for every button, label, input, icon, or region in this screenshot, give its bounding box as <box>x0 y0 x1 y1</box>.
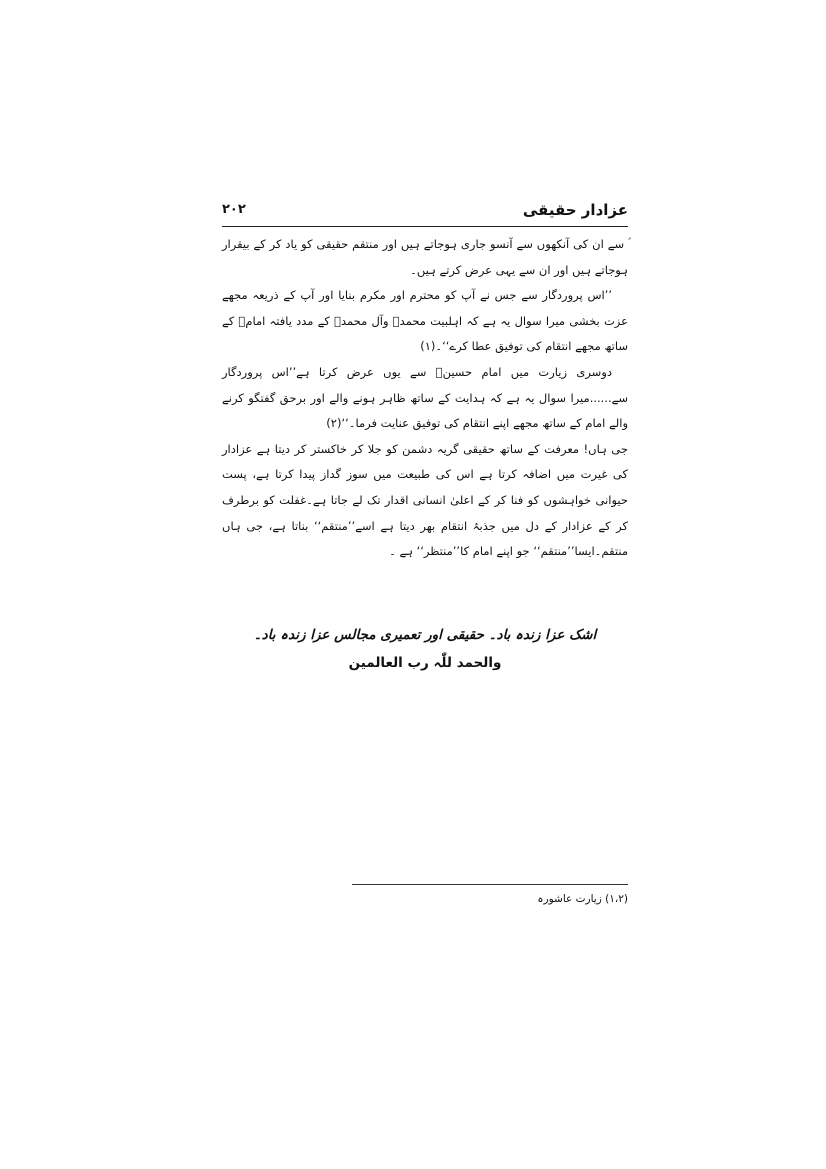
paragraph-3: دوسری زیارت میں امام حسینؑ سے یوں عرض کرتا ہے’’اس پروردگار سے......میرا سوال یہ ہے کہ ہدایت کے ساتھ ظاہر ہونے والے اور برحق گفتگو کرنے والے امام کے ساتھ مجھے اپنے انتقام کی توفیق عنایت فرما۔‘‘(۲) <box>222 364 628 431</box>
page-number: ۲۰۲ <box>222 202 246 217</box>
header-divider <box>222 226 628 227</box>
body-text <box>222 232 628 565</box>
page-header <box>222 201 628 223</box>
paragraph-2: ’’اس پروردگار سے جس نے آپ کو محترم اور مکرم بنایا اور آپ کے ذریعہ مجھے عزت بخشی میرا سوال یہ ہے کہ اہلبیت محمدؐ وآل محمدؐ کے مدد یافتہ امامؑ کے ساتھ مجھے انتقام کی توفیق عطا کرے‘‘۔(۱) <box>222 288 628 354</box>
closing-line: والحمد للّٰہ رب العالمین <box>348 655 502 671</box>
footnote-divider <box>352 884 628 885</box>
footnote: (۱،۲) زیارت عاشورہ <box>537 893 628 905</box>
paragraph-1: ؑ سے ان کی آنکھوں سے آنسو جاری ہوجاتے ہیں اور منتقم حقیقی کو یاد کر کے بیقرار ہوجاتے ہیں اور ان سے یہی عرض کرتے ہیں۔ <box>222 237 628 277</box>
slogan-line: اشک عزا زندہ باد۔ حقیقی اور تعمیری مجالس عزا زندہ باد۔ <box>253 627 597 643</box>
paragraph-4: جی ہاں! معرفت کے ساتھ حقیقی گریہ دشمن کو جلا کر خاکستر کر دیتا ہے عزادار کی غیرت میں اضافہ کرتا ہے اس کی طبیعت میں سوز گداز پیدا کرتا ہے، پست حیوانی خواہشوں کو فنا کر کے اعلیٰ انسانی اقدار تک لے جاتا ہے۔غفلت کو برطرف کر کے عزادار کے دل میں جذبۂ انتقام بھر دیتا ہے اسے’’منتقم‘‘ بناتا ہے، جی ہاں منتقم۔ایسا’’منتقم‘‘ جو اپنے امام کا’’منتظر‘‘ ہے ۔ <box>222 441 628 559</box>
running-title: عزادار حقیقی <box>522 201 628 219</box>
